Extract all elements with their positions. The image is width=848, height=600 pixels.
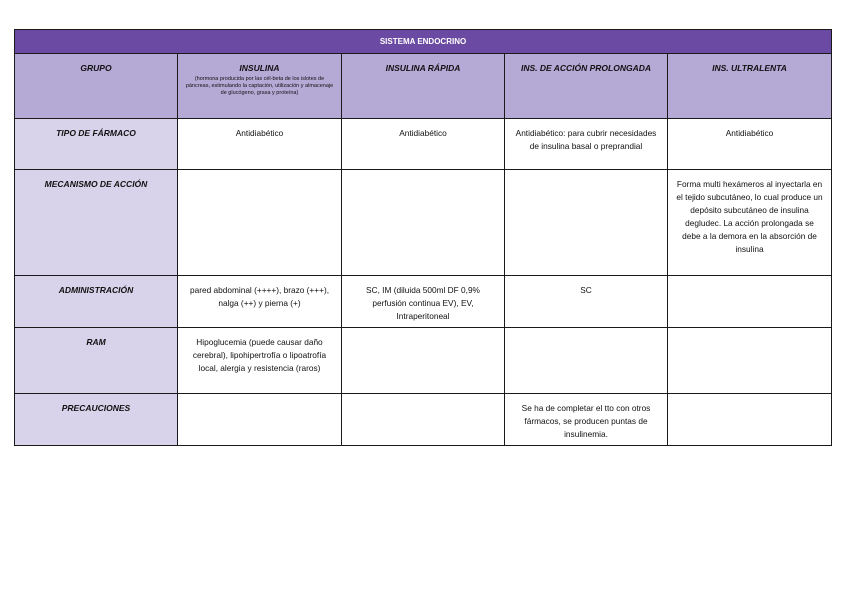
cell-ram-prolongada	[505, 328, 668, 394]
row-label-administracion: ADMINISTRACIÓN	[15, 276, 178, 328]
cell-ram-insulina: Hipoglucemia (puede causar daño cerebral), lipohipertrofía o lipoatrofía local, alergia y resistencia (raros)	[178, 328, 342, 394]
header-insulina	[178, 54, 342, 119]
header-insulina-rapida: INSULINA RÁPIDA	[342, 54, 505, 119]
cell-mecanismo-ultralenta: Forma multi hexámeros al inyectarla en el tejido subcutáneo, lo cual produce un depósito subcutáneo de insulina degludec. La acción prolongada se debe a la demora en la absorción de insulina	[668, 170, 832, 276]
header-ins-ultralenta: INS. ULTRALENTA	[668, 54, 832, 119]
table-title: SISTEMA ENDOCRINO	[15, 30, 832, 54]
cell-tipo-prolongada: Antidiabético: para cubrir necesidades de insulina basal o preprandial	[505, 119, 668, 170]
row-label-tipo: TIPO DE FÁRMACO	[15, 119, 178, 170]
table-row-precauciones	[15, 394, 832, 446]
row-label-precauciones: PRECAUCIONES	[15, 394, 178, 446]
cell-ram-rapida	[342, 328, 505, 394]
endocrine-system-table	[14, 29, 832, 446]
cell-precauciones-prolongada: Se ha de completar el tto con otros fármacos, se producen puntas de insulinemia.	[505, 394, 668, 446]
cell-administracion-insulina: pared abdominal (++++), brazo (+++), nalga (++) y pierna (+)	[178, 276, 342, 328]
cell-mecanismo-prolongada	[505, 170, 668, 276]
cell-precauciones-rapida	[342, 394, 505, 446]
table-row-mecanismo	[15, 170, 832, 276]
table-row-administracion	[15, 276, 832, 328]
cell-precauciones-ultralenta	[668, 394, 832, 446]
header-insulina-label: INSULINA	[239, 63, 280, 73]
row-label-ram: RAM	[15, 328, 178, 394]
header-ins-prolongada: INS. DE ACCIÓN PROLONGADA	[505, 54, 668, 119]
cell-administracion-ultralenta	[668, 276, 832, 328]
cell-precauciones-insulina	[178, 394, 342, 446]
cell-mecanismo-insulina	[178, 170, 342, 276]
header-insulina-note: (hormona producida por las cél-beta de los islotes de páncreas, estimulando la captación, utilización y almacenaje de glucógeno, grasa y proteína)	[185, 76, 334, 96]
endocrine-system-table-sheet	[14, 29, 831, 446]
cell-tipo-rapida: Antidiabético	[342, 119, 505, 170]
cell-mecanismo-rapida	[342, 170, 505, 276]
header-grupo: GRUPO	[15, 54, 178, 119]
row-label-mecanismo: MECANISMO DE ACCIÓN	[15, 170, 178, 276]
table-row-ram	[15, 328, 832, 394]
cell-administracion-rapida: SC, IM (diluida 500ml DF 0,9% perfusión continua EV), EV, Intraperitoneal	[342, 276, 505, 328]
cell-tipo-ultralenta: Antidiabético	[668, 119, 832, 170]
cell-tipo-insulina: Antidiabético	[178, 119, 342, 170]
cell-ram-ultralenta	[668, 328, 832, 394]
cell-administracion-prolongada: SC	[505, 276, 668, 328]
table-row-tipo	[15, 119, 832, 170]
